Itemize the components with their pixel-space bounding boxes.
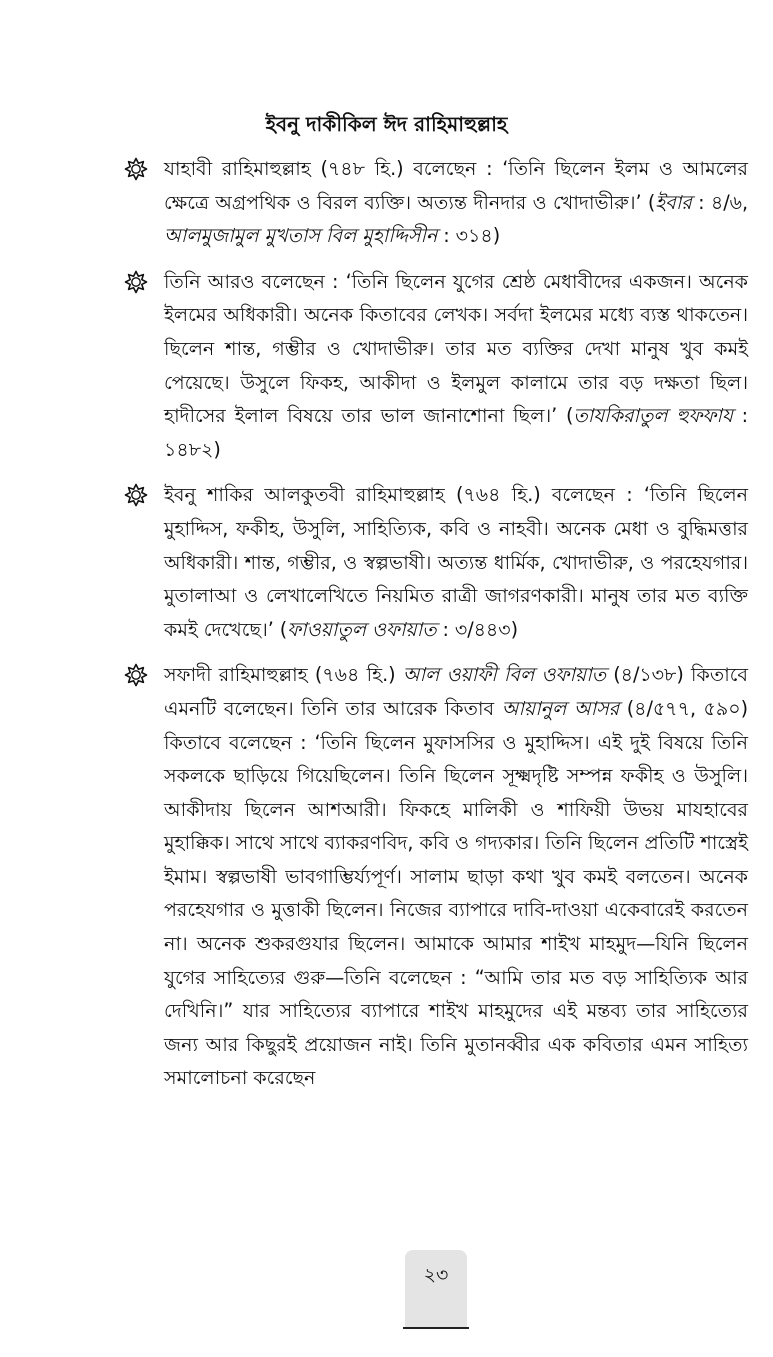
reference-locator: : ৪/৬, bbox=[691, 190, 749, 214]
entry-text: (৪/৫৭৭, ৫৯০) কিতাবে বলেছেন : ‘তিনি ছিলেন মুফাসসির ও মুহাদ্দিস। এই দুই বিষয়ে তিনি সকলকে ছাড়িয়ে গিয়েছিলেন। তিনি ছিলেন সূক্ষ্মদৃষ্টি সম্পন্ন ফকীহ ও উসুলি। আকীদায় ছিলেন আশআরী। ফিকহে মালিকী ও শাফিয়ী উভয় মাযহাবের মুহাক্কিক। সাথে সাথে ব্যাকরণবিদ, কবি ও গদ্যকার। তিনি ছিলেন প্রতিটি শাস্ত্রেই ইমাম। স্বল্পভাষী ভাবগাম্ভির্য্যপূর্ণ। সালাম ছাড়া কথা খুব কমই বলতেন। অনেক পরহেযগার ও মুত্তাকী ছিলেন। নিজের ব্যাপারে দাবি-দাওয়া একেবারেই করতেন না। অনেক শুকরগুযার ছিলেন। আমাকে আমার শাইখ মাহমুদ—যিনি ছিলেন যুগের সাহিত্যের গুরু—তিনি বলেছেন : “আমি তার মত বড় সাহিত্যিক আর দেখিনি।” যার সাহিত্যের ব্যাপারে শাইখ মাহমুদের এই মন্তব্য তার সাহিত্যের জন্য আর কিছুরই প্রয়োজন নাই। তিনি মুতানব্বীর এক কবিতার এমন সাহিত্য সমালোচনা করেছেন bbox=[164, 696, 748, 1090]
reference-title: ফাওয়াতুল ওফায়াত bbox=[287, 617, 437, 641]
star-bullet-icon bbox=[124, 663, 148, 687]
star-bullet-icon bbox=[124, 157, 148, 181]
reference-locator: : ৩/৪৪৩) bbox=[436, 617, 519, 641]
entry-text: ইবনু শাকির আলকুতবী রাহিমাহুল্লাহ (৭৬৪ হি.) বলেছেন : ‘তিনি ছিলেন মুহাদ্দিস, ফকীহ, উসুলি, সাহিত্যিক, কবি ও নাহবী। অনেক মেধা ও বুদ্ধিমত্তার অধিকারী। শান্ত, গম্ভীর, ও স্বল্পভাষী। অত্যন্ত ধার্মিক, খোদাভীরু, ও পরহেযগার। মুতালাআ ও লেখালেখিতে নিয়মিত রাত্রী জাগরণকারী। মানুষ তার মত ব্যক্তি কমই দেখেছে।’ ( bbox=[164, 483, 748, 641]
entry-safadi bbox=[120, 658, 748, 1095]
reference-locator: : ১৪৮২) bbox=[164, 404, 749, 461]
reference-title: তাযকিরাতুল হুফফায bbox=[573, 404, 733, 428]
entries-list bbox=[120, 152, 748, 1107]
entry-text: যাহাবী রাহিমাহুল্লাহ (৭৪৮ হি.) বলেছেন : ‘তিনি ছিলেন ইলম ও আমলের ক্ষেত্রে অগ্রপথিক ও বিরল ব্যক্তি। অত্যন্ত দীনদার ও খোদাভীরু।’ ( bbox=[164, 157, 748, 214]
reference-locator: : ৩১৪) bbox=[437, 224, 501, 248]
entry-text: (৪/১৩৮) কিতাবে এমনটি বলেছেন। তিনি তার আরেক কিতাব bbox=[164, 663, 749, 720]
entry-ibn-shakir bbox=[120, 478, 748, 646]
page-number: ২৩ bbox=[423, 1264, 449, 1286]
star-bullet-icon bbox=[124, 270, 148, 294]
entry-dhahabi-more bbox=[120, 265, 748, 467]
entry-text: সফাদী রাহিমাহুল্লাহ (৭৬৪ হি.) bbox=[164, 663, 403, 687]
entry-dhahabi bbox=[120, 152, 748, 253]
footer-rule bbox=[403, 1327, 469, 1329]
reference-title: আয়ানুল আসর bbox=[501, 696, 620, 720]
entry-text: তিনি আরও বলেছেন : ‘তিনি ছিলেন যুগের শ্রেষ্ঠ মেধাবীদের একজন। অনেক ইলমের অধিকারী। অনেক কিতাবের লেখক। সর্বদা ইলমের মধ্যে ব্যস্ত থাকতেন। ছিলেন শান্ত, গম্ভীর ও খোদাভীরু। তার মত ব্যক্তির দেখা মানুষ খুব কমই পেয়েছে। উসুলে ফিকহ, আকীদা ও ইলমুল কালামে তার বড় দক্ষতা ছিল। হাদীসের ইলাল বিষয়ে তার ভাল জানাশোনা ছিল।’ ( bbox=[164, 269, 749, 428]
reference-title: ইবার bbox=[655, 190, 692, 214]
page-header: ইবনু দাকীকিল ঈদ রাহিমাহুল্লাহ bbox=[265, 112, 508, 136]
reference-title: আলমুজামুল মুখতাস বিল মুহাদ্দিসীন bbox=[164, 224, 438, 248]
reference-title: আল ওয়াফী বিল ওফায়াত bbox=[402, 663, 606, 687]
star-bullet-icon bbox=[124, 483, 148, 507]
